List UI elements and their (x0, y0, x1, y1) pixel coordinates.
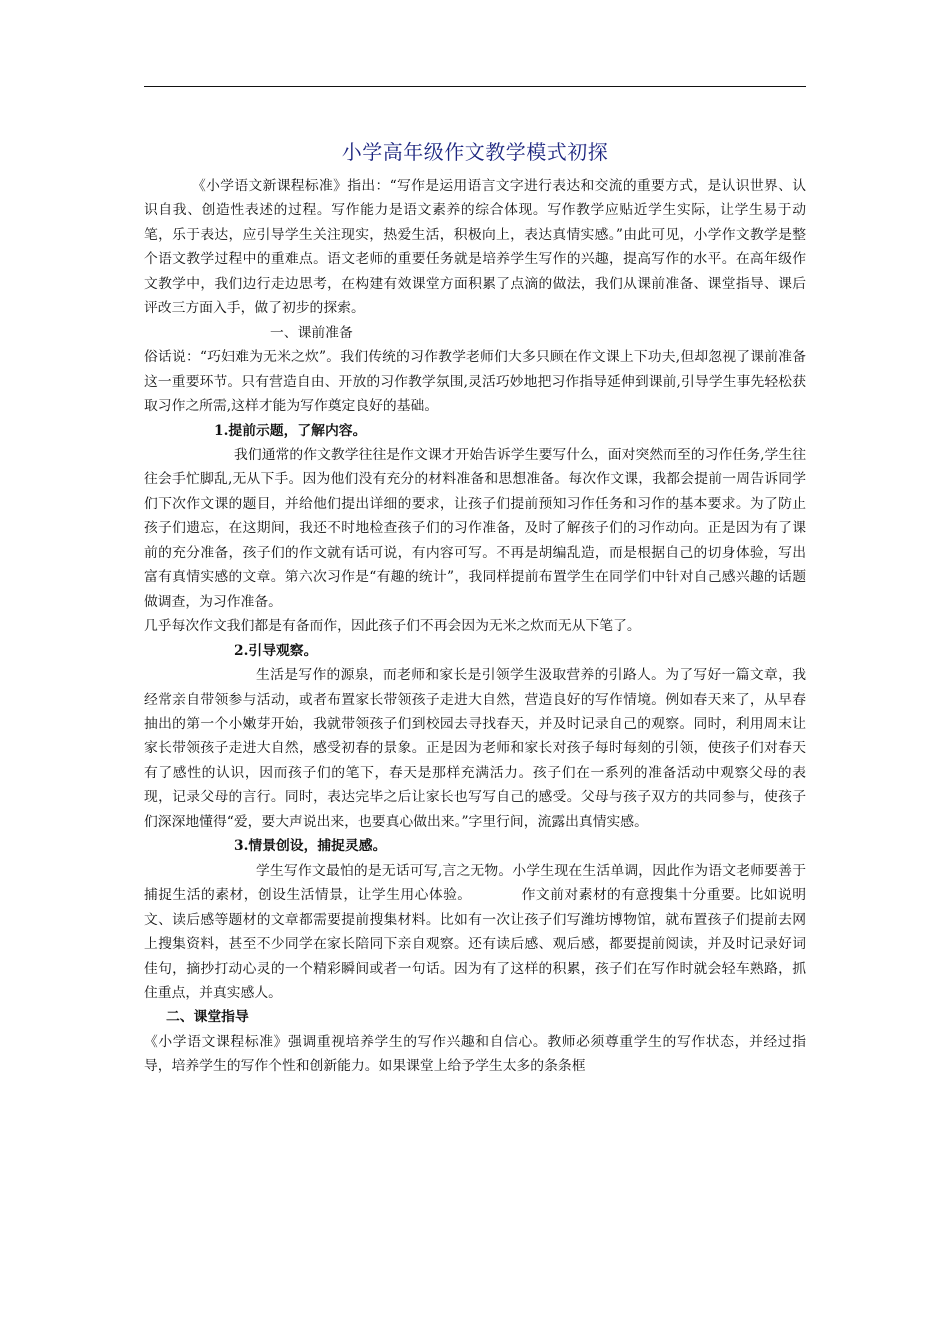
subheading-1: 1.提前示题，了解内容。 (214, 422, 367, 439)
section-heading-prep: 一、课前准备 (270, 324, 353, 341)
document-body (144, 174, 806, 1079)
subsection-3-paragraph: 学生写作文最怕的是无话可写,言之无物。小学生现在生活单调，因此作为语文老师要善于捕捉生活的素材，创设生活情景，让学生用心体验。 作文前对素材的有意搜集十分重要。比如说明文、读后感等题材的文章都需要提前搜集材料。比如有一次让孩子们写潍坊博物馆，就布置孩子们提前去网上搜集资料，甚至不少同学在家长陪同下亲自观察。还有读后感、观后感，都要提前阅读，并及时记录好词佳句，摘抄打动心灵的一个精彩瞬间或者一句话。因为有了这样的积累，孩子们在写作时就会轻车熟路，抓住重点，并真实感人。 (144, 862, 806, 1001)
document-title: 小学高年级作文教学模式初探 (341, 140, 609, 164)
subheading-3: 3.情景创设，捕捉灵感。 (234, 838, 387, 855)
subsection-1-paragraph: 我们通常的作文教学往往是作文课才开始告诉学生要写什么，面对突然而至的习作任务,学生往往会手忙脚乱,无从下手。因为他们没有充分的材料准备和思想准备。每次作文课，我都会提前一周告诉同学们下次作文课的题目，并给他们提出详细的要求，让孩子们提前预知习作任务和习作的基本要求。为了防止孩子们遗忘，在这期间，我还不时地检查孩子们的习作准备，及时了解孩子们的习作动向。正是因为有了课前的充分准备，孩子们的作文就有话可说，有内容可写。不再是胡编乱造，而是根据自己的切身体验，写出富有真情实感的文章。第六次习作是“有趣的统计”，我同样提前布置学生在同学们中针对自己感兴趣的话题做调查，为习作准备。 (144, 446, 806, 610)
intro-paragraph: 《小学语文新课程标准》指出：“写作是运用语言文字进行表达和交流的重要方式，是认识世界、认识自我、创造性表述的过程。写作能力是语文素养的综合体现。写作教学应贴近学生实际，让学生易于动笔，乐于表达，应引导学生关注现实，热爱生活，积极向上，表达真情实感。”由此可见，小学作文教学是整个语文教学过程中的重难点。语文老师的重要任务就是培养学生写作的兴趣，提高写作的水平。在高年级作文教学中，我们边行走边思考，在构建有效课堂方面积累了点滴的做法，我们从课前准备、课堂指导、课后评改三方面入手，做了初步的探索。 (144, 178, 806, 317)
subheading-2: 2.引导观察。 (234, 642, 318, 659)
subsection-2-paragraph: 生活是写作的源泉，而老师和家长是引领学生汲取营养的引路人。为了写好一篇文章，我经常亲自带领参与活动，或者布置家长带领孩子走进大自然，营造良好的写作情境。例如春天来了，从早春抽出的第一个小嫩芽开始，我就带领孩子们到校园去寻找春天，并及时记录自己的观察。同时，利用周末让家长带领孩子走进大自然，感受初春的景象。正是因为老师和家长对孩子每时每刻的引领，使孩子们对春天有了感性的认识，因而孩子们的笔下，春天是那样充满活力。孩子们在一系列的准备活动中观察父母的表现，记录父母的言行。同时，表达完毕之后让家长也写写自己的感受。父母与孩子双方的共同参与，使孩子们深深地懂得“爱，要大声说出来，也要真心做出来。”字里行间，流露出真情实感。 (144, 667, 806, 830)
section-prep-paragraph: 俗话说：“巧妇难为无米之炊”。我们传统的习作教学老师们大多只顾在作文课上下功夫,但却忽视了课前准备这一重要环节。只有营造自由、开放的习作教学氛围,灵活巧妙地把习作指导延伸到课前,引导学生事先轻松获取习作之所需,这样才能为写作奠定良好的基础。 (144, 349, 806, 415)
subsection-1-closing: 几乎每次作文我们都是有备而作，因此孩子们不再会因为无米之炊而无从下笔了。 (144, 618, 641, 635)
section-heading-classroom: 二、课堂指导 (166, 1009, 249, 1026)
section-classroom-paragraph: 《小学语文课程标准》强调重视培养学生的写作兴趣和自信心。教师必须尊重学生的写作状态，并经过指导，培养学生的写作个性和创新能力。如果课堂上给予学生太多的条条框 (144, 1033, 806, 1075)
header-rule (144, 86, 806, 87)
